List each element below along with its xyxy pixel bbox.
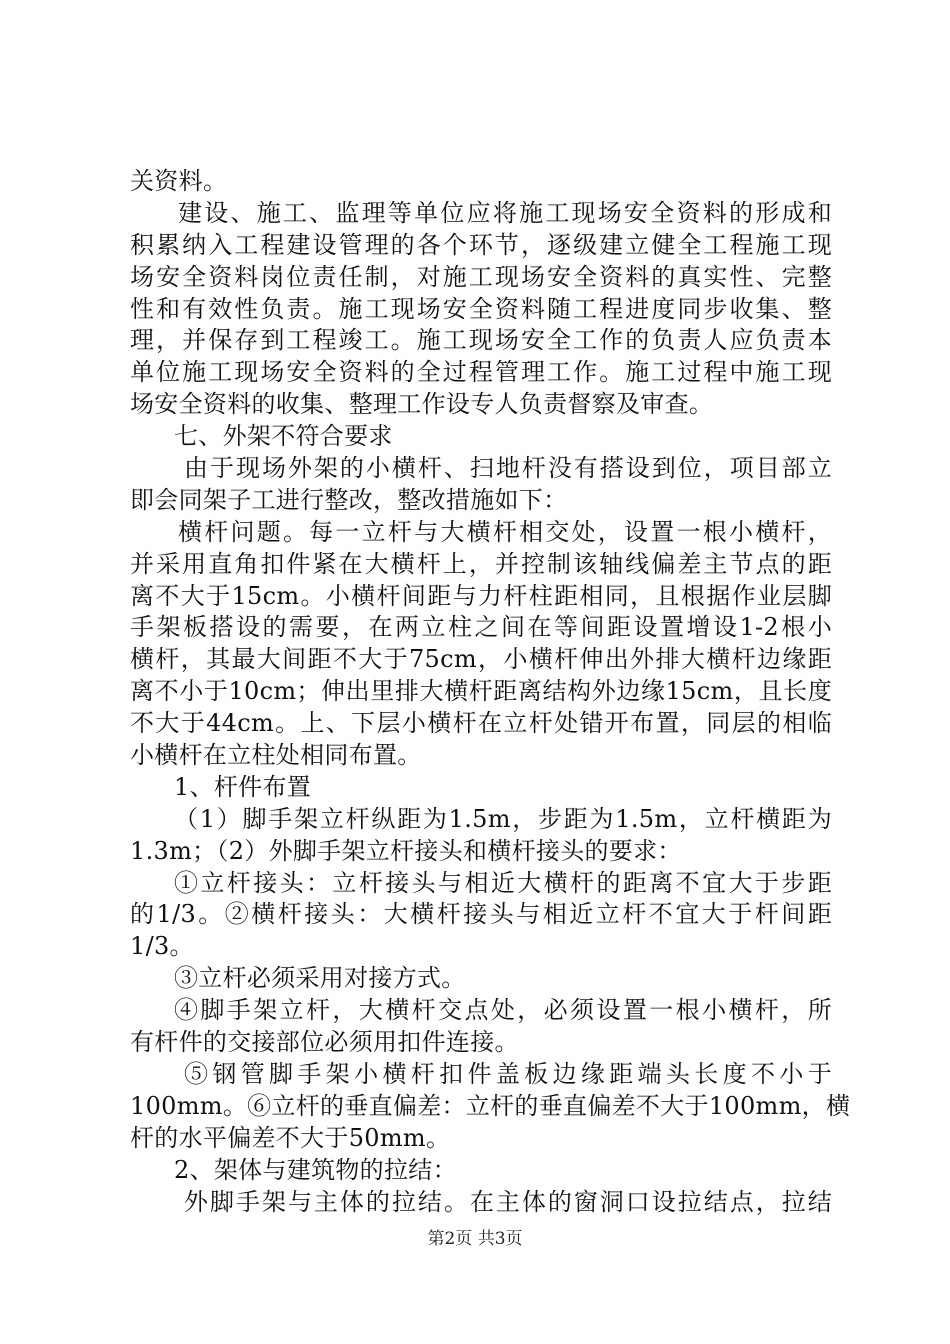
text-line: 场安全资料的收集、整理工作设专人负责督察及审查。 [130,390,714,419]
text-line: 不大于44cm。上、下层小横杆在立杆处错开布置，同层的相临 [130,709,832,738]
text-line: 有杆件的交接部位必须用扣件连接。 [130,1028,519,1057]
text-line: 性和有效性负责。施工现场安全资料随工程进度同步收集、整 [130,294,832,323]
paragraph-start-line: 外脚手架与主体的拉结。在主体的窗洞口设拉结点，拉结 [184,1187,832,1216]
subsection-heading: 2、架体与建筑物的拉结： [174,1155,457,1184]
paragraph-start-line: 建设、施工、监理等单位应将施工现场安全资料的形成和 [178,198,832,227]
text-line: 手架板搭设的需要，在两立柱之间在等间距设置增设1-2根小 [130,613,832,642]
paragraph-start-line: ③立杆必须采用对接方式。 [174,964,466,993]
text-line: 场安全资料岗位责任制，对施工现场安全资料的真实性、完整 [130,262,832,291]
text-line: 横杆，其最大间距不大于75cm，小横杆伸出外排大横杆边缘距 [130,645,832,674]
paragraph-start-line: ④脚手架立杆，大横杆交点处，必须设置一根小横杆，所 [174,996,832,1025]
text-line: 积累纳入工程建设管理的各个环节，逐级建立健全工程施工现 [130,230,832,259]
paragraph-start-line: 由于现场外架的小横杆、扫地杆没有搭设到位，项目部立 [184,454,832,483]
text-line: 即会同架子工进行整改，整改措施如下： [130,485,568,514]
document-body [130,166,851,1218]
text-line: 关资料。 [130,167,228,195]
page-number-label: 第2页 共3页 [427,1229,523,1249]
text-line: 理，并保存到工程竣工。施工现场安全工作的负责人应负责本 [130,326,832,355]
paragraph-start-line: ⑤钢管脚手架小横杆扣件盖板边缘距端头长度不小于 [184,1059,832,1088]
paragraph-start-line: 横杆问题。每一立杆与大横杆相交处，设置一根小横杆， [178,517,832,546]
subsection-heading: 1、杆件布置 [174,772,312,801]
text-line: 小横杆在立柱处相同布置。 [130,741,422,770]
paragraph-start-line: （1）脚手架立杆纵距为1.5m，步距为1.5m，立杆横距为 [174,804,832,833]
text-line: 离不小于10cm；伸出里排大横杆距离结构外边缘15cm，且长度 [130,677,832,706]
text-line: 的1/3。②横杆接头：大横杆接头与相近立杆不宜大于杆间距 [130,900,832,929]
text-line: 100mm。⑥立杆的垂直偏差：立杆的垂直偏差不大于100mm，横 [130,1091,851,1120]
page-footer [0,1228,950,1250]
text-line: 并采用直角扣件紧在大横杆上，并控制该轴线偏差主节点的距 [130,549,832,578]
text-line: 杆的水平偏差不大于50mm。 [130,1123,451,1152]
paragraph-start-line: ①立杆接头：立杆接头与相近大横杆的距离不宜大于步距 [174,868,832,897]
text-line: 离不大于15cm。小横杆间距与力杆柱距相同，且根据作业层脚 [130,581,832,610]
text-line: 1.3m；（2）外脚手架立杆接头和横杆接头的要求： [130,836,682,865]
section-heading: 七、外架不符合要求 [174,422,393,451]
text-line: 单位施工现场安全资料的全过程管理工作。施工过程中施工现 [130,358,832,387]
text-line: 1/3。 [130,932,194,961]
